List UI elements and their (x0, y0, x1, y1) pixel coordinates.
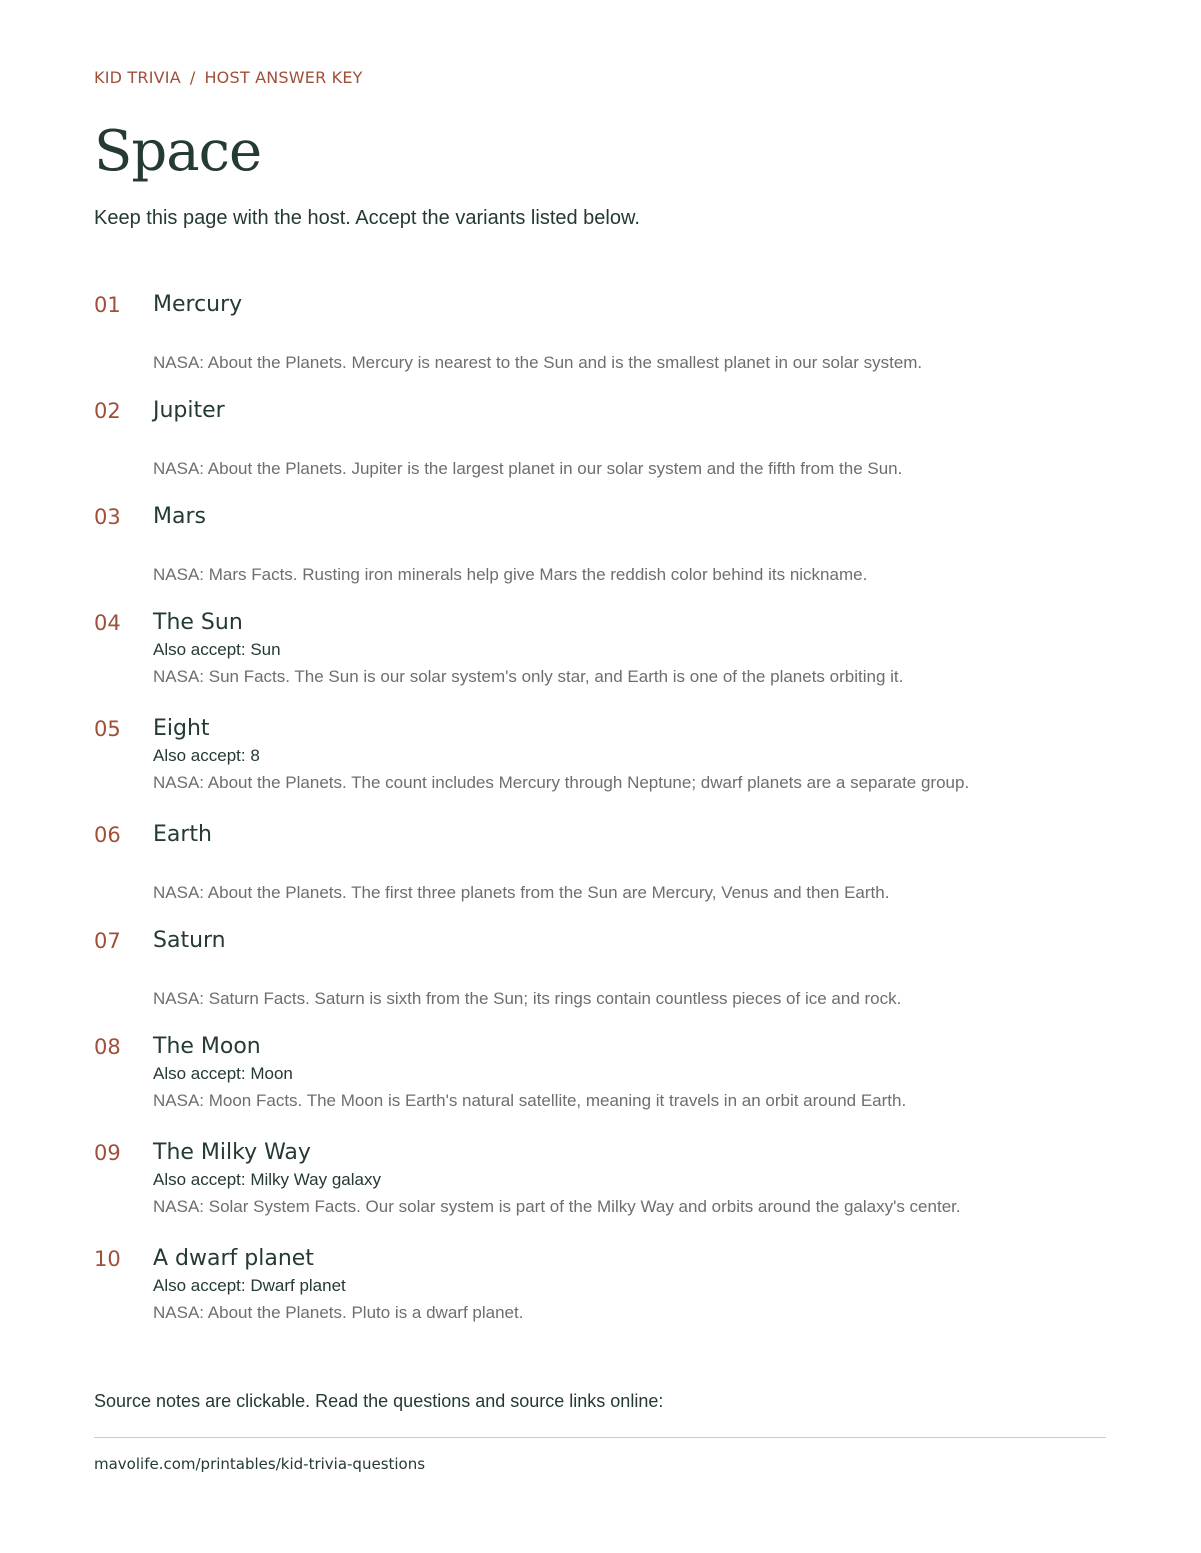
answer-item (94, 608, 1106, 714)
answer-item (94, 926, 1106, 1032)
footer-note: Source notes are clickable. Read the questions and source links online: (94, 1391, 664, 1411)
answer-item (94, 1032, 1106, 1138)
answer-item (94, 1244, 1106, 1350)
source-note-link[interactable]: NASA: Saturn Facts. Saturn is sixth from the Sun; its rings contain countless pieces of ice and rock. (153, 989, 902, 1008)
answer-item (94, 502, 1106, 608)
source-note-link[interactable]: NASA: About the Planets. Mercury is nearest to the Sun and is the smallest planet in our solar system. (153, 353, 923, 372)
answer-text: Mars (153, 504, 206, 529)
also-accept-text: Also accept: Milky Way galaxy (153, 1170, 381, 1189)
source-note-link[interactable]: NASA: About the Planets. The count includes Mercury through Neptune; dwarf planets are a separate group. (153, 773, 970, 792)
answer-text: Jupiter (153, 398, 225, 423)
answer-number: 06 (94, 823, 121, 847)
source-note-link[interactable]: NASA: About the Planets. The first three planets from the Sun are Mercury, Venus and then Earth. (153, 883, 890, 902)
answer-text: A dwarf planet (153, 1246, 314, 1271)
breadcrumb-separator: / (189, 68, 196, 87)
answer-text: The Milky Way (153, 1140, 311, 1165)
answer-text: The Sun (153, 610, 243, 635)
answer-text: The Moon (153, 1034, 261, 1059)
answer-item (94, 714, 1106, 820)
footer-divider (94, 1437, 1106, 1438)
answer-number: 04 (94, 611, 121, 635)
answer-text: Eight (153, 716, 210, 741)
answer-number: 03 (94, 505, 121, 529)
source-note-link[interactable]: NASA: About the Planets. Jupiter is the largest planet in our solar system and the fifth from the Sun. (153, 459, 903, 478)
answer-text: Earth (153, 822, 212, 847)
answer-text: Saturn (153, 928, 226, 953)
source-note-link[interactable]: NASA: Sun Facts. The Sun is our solar system's only star, and Earth is one of the planets orbiting it. (153, 667, 904, 686)
breadcrumb-current-page: HOST ANSWER KEY (204, 68, 363, 87)
also-accept-text: Also accept: Sun (153, 640, 281, 659)
footer-link[interactable]: mavolife.com/printables/kid-trivia-questions (94, 1455, 426, 1473)
answer-number: 01 (94, 293, 121, 317)
answer-item (94, 396, 1106, 502)
answer-number: 10 (94, 1247, 121, 1271)
also-accept-text: Also accept: Dwarf planet (153, 1276, 346, 1295)
breadcrumb (94, 68, 363, 87)
answer-list (94, 290, 1106, 1350)
answer-number: 09 (94, 1141, 121, 1165)
also-accept-text: Also accept: Moon (153, 1064, 293, 1083)
also-accept-text: Also accept: 8 (153, 746, 260, 765)
answer-text: Mercury (153, 292, 243, 317)
source-note-link[interactable]: NASA: Moon Facts. The Moon is Earth's natural satellite, meaning it travels in an orbit around Earth. (153, 1091, 907, 1110)
answer-number: 08 (94, 1035, 121, 1059)
source-note-link[interactable]: NASA: Solar System Facts. Our solar system is part of the Milky Way and orbits around the galaxy's center. (153, 1197, 961, 1216)
page-title: Space (94, 119, 262, 184)
answer-number: 05 (94, 717, 121, 741)
answer-number: 02 (94, 399, 121, 423)
answer-item (94, 290, 1106, 396)
answer-number: 07 (94, 929, 121, 953)
answer-item (94, 820, 1106, 926)
answer-item (94, 1138, 1106, 1244)
source-note-link[interactable]: NASA: Mars Facts. Rusting iron minerals help give Mars the reddish color behind its nickname. (153, 565, 868, 584)
page-subtitle: Keep this page with the host. Accept the variants listed below. (94, 207, 640, 229)
source-note-link[interactable]: NASA: About the Planets. Pluto is a dwarf planet. (153, 1303, 524, 1322)
breadcrumb-section[interactable]: KID TRIVIA (94, 68, 181, 87)
